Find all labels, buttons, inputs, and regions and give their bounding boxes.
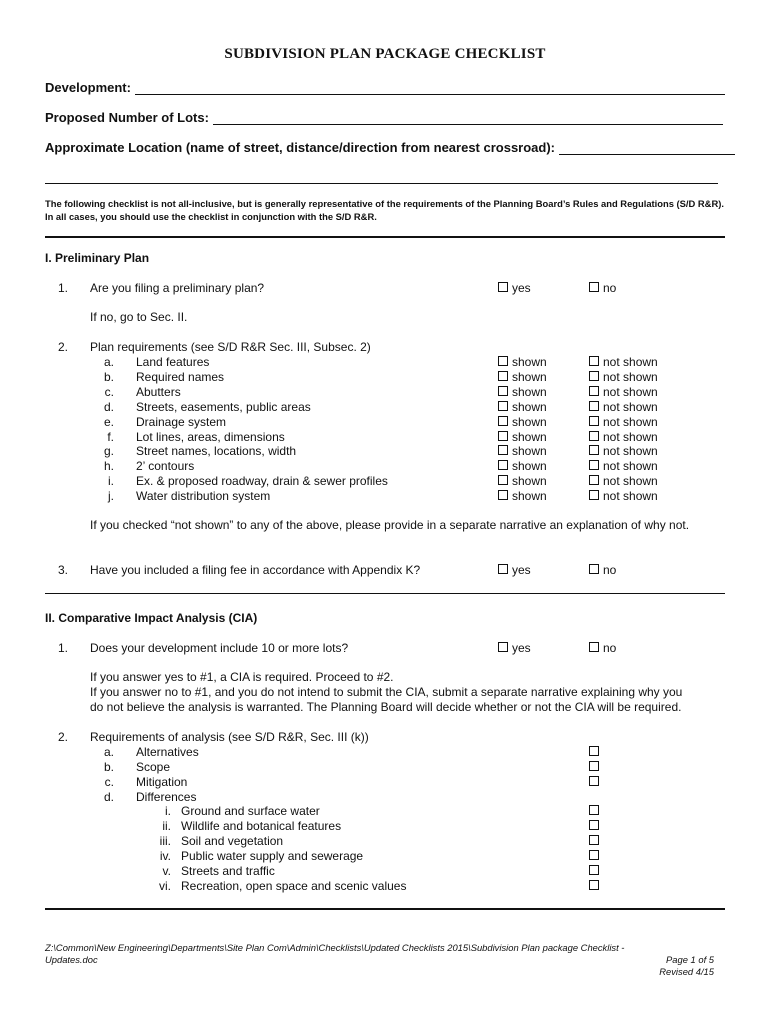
location-field <box>45 140 735 155</box>
item-text: Water distribution system <box>136 489 271 504</box>
plan-requirement-item <box>90 430 285 444</box>
not-shown-label: not shown <box>603 369 658 384</box>
item-roman: iv. <box>159 848 171 863</box>
cia-note-no: If you answer no to #1, and you do not intend to submit the CIA, submit a separate narrative explaining why you <box>90 685 683 699</box>
requirement-checkbox[interactable] <box>589 760 603 774</box>
checkbox-icon <box>589 490 599 500</box>
page-number: Page 1 of 5 <box>666 954 714 965</box>
not-shown-checkbox[interactable] <box>589 415 658 429</box>
shown-checkbox[interactable] <box>498 474 547 488</box>
yes-label: yes <box>512 641 531 655</box>
item-roman: ii. <box>162 818 171 833</box>
checkbox-icon <box>498 445 508 455</box>
checkbox-icon <box>589 401 599 411</box>
item-text: Alternatives <box>136 745 199 759</box>
item-text: Soil and vegetation <box>181 833 284 848</box>
checkbox-icon <box>498 416 508 426</box>
location-input-line[interactable] <box>559 142 735 155</box>
item-letter: e. <box>103 414 114 429</box>
item-letter: b. <box>103 760 114 774</box>
shown-checkbox[interactable] <box>498 400 547 414</box>
checkbox-icon <box>589 761 599 771</box>
requirement-checkbox[interactable] <box>589 834 603 848</box>
requirement-checkbox[interactable] <box>589 745 603 759</box>
item-text: Street names, locations, width <box>136 444 297 459</box>
item-text: Land features <box>136 355 210 369</box>
item-text: Scope <box>136 760 171 774</box>
shown-checkbox[interactable] <box>498 385 547 399</box>
checkbox-icon <box>589 746 599 756</box>
divider <box>45 236 725 238</box>
not-shown-label: not shown <box>603 429 658 444</box>
item-roman: i. <box>165 804 171 818</box>
checkbox-icon <box>589 416 599 426</box>
requirement-checkbox[interactable] <box>589 775 603 789</box>
checkbox-icon <box>589 386 599 396</box>
question-plan-requirements <box>48 340 371 354</box>
checkbox-icon <box>498 475 508 485</box>
checkbox-icon <box>498 431 508 441</box>
intro-note: The following checklist is not all-inclusive, but is generally representative of the requirements of the Planning Board’s Rules and Regulations (S/D R&R). In all cases, you should use the checklist in conjunction with the S/D R&R. <box>45 198 724 222</box>
file-path <box>45 942 624 966</box>
not-shown-checkbox[interactable] <box>589 370 658 384</box>
checkbox-icon <box>589 564 599 574</box>
not-shown-checkbox[interactable] <box>589 474 658 488</box>
question-number: 1. <box>57 281 68 295</box>
question-number: 2. <box>57 340 68 354</box>
question-text: Does your development include 10 or more lots? <box>90 641 349 655</box>
question-ten-or-more-lots <box>48 641 348 655</box>
checkbox-icon <box>498 460 508 470</box>
checkbox-icon <box>498 371 508 381</box>
difference-subitem <box>141 834 283 848</box>
plan-requirement-item <box>90 444 296 458</box>
checkbox-icon <box>498 386 508 396</box>
yes-checkbox[interactable] <box>498 281 531 295</box>
item-letter: a. <box>103 355 114 369</box>
development-field <box>45 80 725 95</box>
question-number: 2. <box>57 730 68 744</box>
no-checkbox[interactable] <box>589 641 616 655</box>
item-text: 2’ contours <box>136 459 195 474</box>
item-letter: c. <box>104 775 114 789</box>
file-path-line-1: Z:\Common\New Engineering\Departments\Site Plan Com\Admin\Checklists\Updated Checklists 2015\Subdivision Plan package Checklist - <box>45 942 625 953</box>
shown-label: shown <box>512 459 547 474</box>
not-shown-note: If you checked “not shown” to any of the above, please provide in a separate narrative an explanation of why not. <box>90 518 690 532</box>
no-checkbox[interactable] <box>589 563 616 577</box>
yes-checkbox[interactable] <box>498 563 531 577</box>
shown-checkbox[interactable] <box>498 430 547 444</box>
location-input-line-2[interactable] <box>45 183 718 184</box>
page-title: SUBDIVISION PLAN PACKAGE CHECKLIST <box>224 46 546 62</box>
plan-requirement-item <box>90 474 388 488</box>
not-shown-checkbox[interactable] <box>589 444 658 458</box>
no-label: no <box>603 281 617 295</box>
shown-checkbox[interactable] <box>498 370 547 384</box>
shown-label: shown <box>512 399 547 414</box>
plan-requirement-item <box>90 415 226 429</box>
shown-checkbox[interactable] <box>498 415 547 429</box>
file-path-line-2: Updates.doc <box>45 954 98 965</box>
analysis-requirement-item <box>90 760 170 774</box>
shown-label: shown <box>512 474 547 489</box>
question-filing-preliminary <box>48 281 264 295</box>
analysis-requirement-item <box>90 775 187 789</box>
plan-requirement-item <box>90 489 270 503</box>
difference-subitem <box>141 819 341 833</box>
shown-checkbox[interactable] <box>498 459 547 473</box>
item-roman: iii. <box>159 833 171 848</box>
item-text: Ground and surface water <box>181 804 320 818</box>
checkbox-icon <box>589 835 599 845</box>
question-analysis-requirements <box>48 730 369 744</box>
cia-note-no-cont: do not believe the analysis is warranted. The Planning Board will decide whether or not the CIA will be required. <box>90 700 682 714</box>
checkbox-icon <box>589 880 599 890</box>
no-checkbox[interactable] <box>589 281 616 295</box>
item-text: Mitigation <box>136 775 188 789</box>
item-text: Public water supply and sewerage <box>181 848 364 863</box>
shown-checkbox[interactable] <box>498 355 547 369</box>
development-input-line[interactable] <box>135 82 725 95</box>
not-shown-checkbox[interactable] <box>589 489 658 503</box>
analysis-requirement-item <box>90 790 196 804</box>
yes-label: yes <box>512 281 531 295</box>
item-letter: c. <box>104 384 114 399</box>
not-shown-label: not shown <box>603 355 658 369</box>
analysis-requirement-item <box>90 745 199 759</box>
item-letter: g. <box>103 444 114 459</box>
not-shown-checkbox[interactable] <box>589 385 658 399</box>
requirement-checkbox[interactable] <box>589 804 603 818</box>
divider <box>45 908 725 910</box>
shown-label: shown <box>512 369 547 384</box>
requirement-checkbox[interactable] <box>589 879 603 893</box>
question-text: Requirements of analysis (see S/D R&R, Sec. III (k)) <box>90 730 369 744</box>
item-roman: v. <box>162 863 171 878</box>
cia-note-yes: If you answer yes to #1, a CIA is required. Proceed to #2. <box>90 670 394 684</box>
checkbox-icon <box>589 356 599 366</box>
checkbox-icon <box>589 282 599 292</box>
item-letter: j. <box>108 489 114 504</box>
requirement-checkbox[interactable] <box>589 849 603 863</box>
item-letter: b. <box>103 369 114 384</box>
question-number: 3. <box>57 563 68 577</box>
not-shown-label: not shown <box>603 444 658 459</box>
item-text: Drainage system <box>136 414 227 429</box>
item-text: Streets, easements, public areas <box>136 399 311 414</box>
item-letter: a. <box>103 745 114 759</box>
checkbox-icon <box>589 805 599 815</box>
not-shown-checkbox[interactable] <box>589 459 658 473</box>
not-shown-label: not shown <box>603 459 658 474</box>
difference-subitem <box>141 864 275 878</box>
checkbox-icon <box>589 475 599 485</box>
item-text: Wildlife and botanical features <box>181 818 342 833</box>
checkbox-icon <box>589 850 599 860</box>
item-letter: f. <box>107 429 114 444</box>
not-shown-checkbox[interactable] <box>589 355 658 369</box>
shown-label: shown <box>512 384 547 399</box>
development-label: Development: <box>45 80 131 95</box>
location-label: Approximate Location (name of street, distance/direction from nearest crossroad): <box>45 140 556 155</box>
question-number: 1. <box>57 641 68 655</box>
plan-requirement-item <box>90 400 311 414</box>
question-text: Have you included a filing fee in accordance with Appendix K? <box>90 563 421 577</box>
requirement-checkbox[interactable] <box>589 819 603 833</box>
shown-checkbox[interactable] <box>498 444 547 458</box>
yes-label: yes <box>512 563 531 577</box>
shown-label: shown <box>512 355 547 369</box>
item-letter: d. <box>103 399 114 414</box>
item-letter: i. <box>108 474 114 489</box>
checkbox-icon <box>589 460 599 470</box>
lots-label: Proposed Number of Lots: <box>45 110 209 125</box>
lots-field <box>45 110 723 125</box>
not-shown-checkbox[interactable] <box>589 400 658 414</box>
checkbox-icon <box>589 865 599 875</box>
checkbox-icon <box>589 776 599 786</box>
checkbox-icon <box>589 445 599 455</box>
shown-label: shown <box>512 429 547 444</box>
shown-label: shown <box>512 444 547 459</box>
no-label: no <box>603 563 617 577</box>
difference-subitem <box>141 804 320 818</box>
difference-subitem <box>141 879 406 893</box>
yes-checkbox[interactable] <box>498 641 531 655</box>
item-text: Required names <box>136 369 225 384</box>
item-text: Recreation, open space and scenic values <box>181 878 407 893</box>
note-go-to-sec-ii: If no, go to Sec. II. <box>90 310 188 324</box>
plan-requirement-item <box>90 385 181 399</box>
not-shown-label: not shown <box>603 399 658 414</box>
checkbox-icon <box>589 371 599 381</box>
shown-label: shown <box>512 414 547 429</box>
item-roman: vi. <box>159 878 171 893</box>
not-shown-label: not shown <box>603 489 658 504</box>
item-text: Ex. & proposed roadway, drain & sewer profiles <box>136 474 388 489</box>
revised-date: Revised 4/15 <box>659 966 714 977</box>
lots-input-line[interactable] <box>213 112 723 125</box>
item-letter: d. <box>103 790 114 804</box>
divider <box>45 593 725 594</box>
item-text: Differences <box>136 790 197 804</box>
question-text: Plan requirements (see S/D R&R Sec. III, Subsec. 2) <box>90 340 371 354</box>
checkbox-icon <box>589 642 599 652</box>
plan-requirement-item <box>90 355 209 369</box>
no-label: no <box>603 641 617 655</box>
question-filing-fee <box>48 563 420 577</box>
checkbox-icon <box>589 431 599 441</box>
checkbox-icon <box>498 490 508 500</box>
not-shown-label: not shown <box>603 384 658 399</box>
section-heading-cia: II. Comparative Impact Analysis (CIA) <box>45 611 258 625</box>
question-text: Are you filing a preliminary plan? <box>90 281 265 295</box>
section-heading-preliminary: I. Preliminary Plan <box>45 251 150 265</box>
checkbox-icon <box>498 401 508 411</box>
not-shown-label: not shown <box>603 474 658 489</box>
not-shown-label: not shown <box>603 414 658 429</box>
checkbox-icon <box>498 642 508 652</box>
plan-requirement-item <box>90 370 224 384</box>
checkbox-icon <box>589 820 599 830</box>
checkbox-icon <box>498 282 508 292</box>
plan-requirement-item <box>90 459 194 473</box>
page-info <box>659 954 714 978</box>
item-text: Lot lines, areas, dimensions <box>136 429 285 444</box>
difference-subitem <box>141 849 363 863</box>
item-text: Streets and traffic <box>181 863 275 878</box>
shown-checkbox[interactable] <box>498 489 547 503</box>
item-text: Abutters <box>136 384 181 399</box>
requirement-checkbox[interactable] <box>589 864 603 878</box>
checkbox-icon <box>498 356 508 366</box>
not-shown-checkbox[interactable] <box>589 430 658 444</box>
item-letter: h. <box>103 459 114 474</box>
checkbox-icon <box>498 564 508 574</box>
shown-label: shown <box>512 489 547 504</box>
